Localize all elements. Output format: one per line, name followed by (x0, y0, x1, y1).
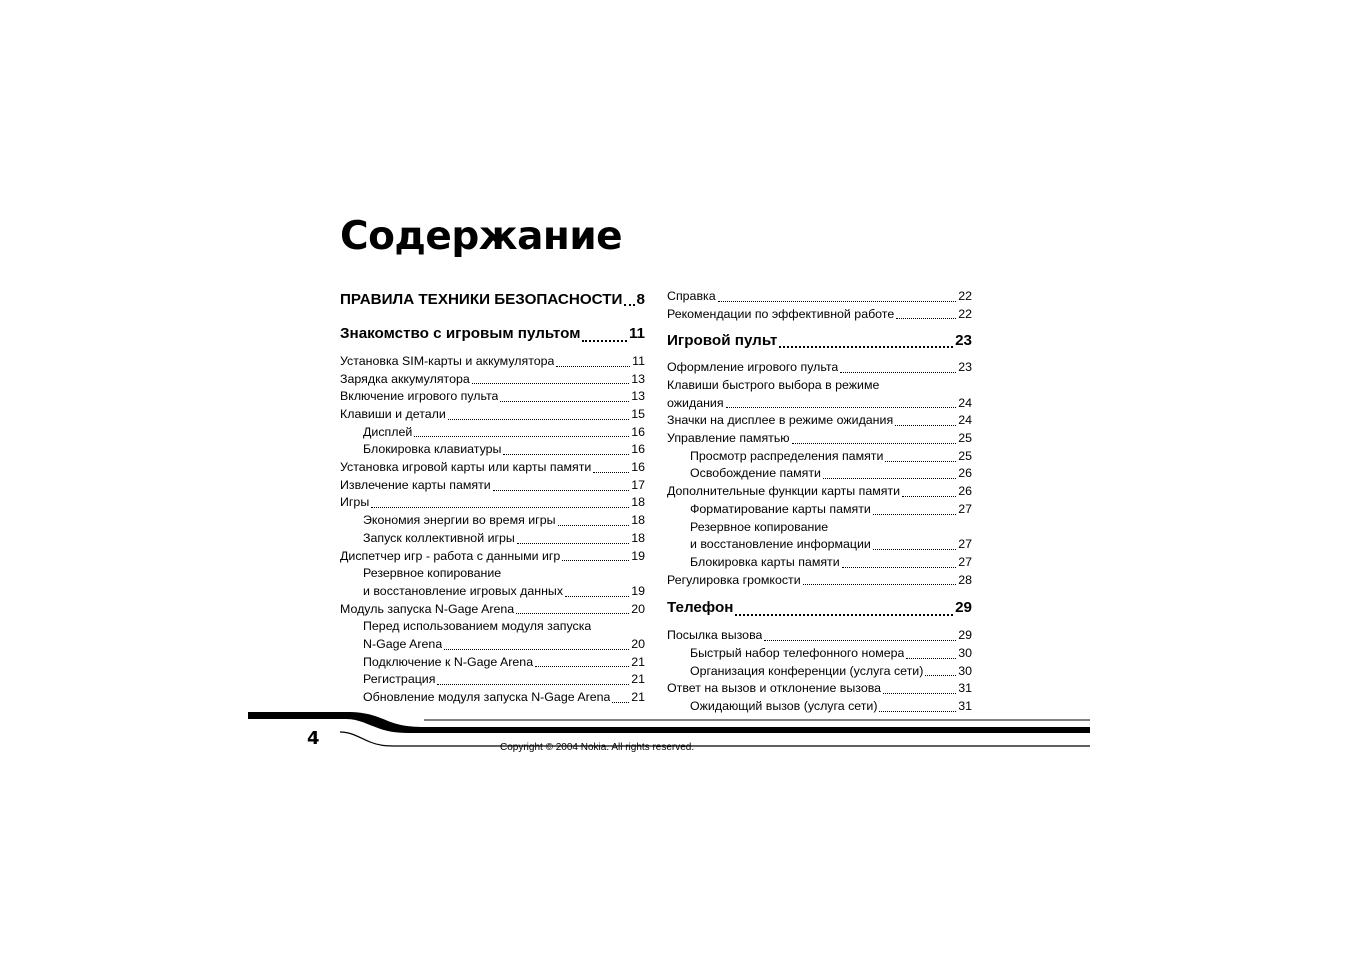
toc-section-heading[interactable] (340, 285, 645, 315)
toc-entry[interactable] (667, 536, 972, 554)
toc-leader-dots (803, 584, 957, 585)
toc-entry-label: Блокировка клавиатуры (363, 442, 502, 457)
toc-page-number: 13 (631, 389, 645, 404)
toc-page-number: 18 (631, 495, 645, 510)
toc-leader-dots (792, 443, 957, 444)
toc-entry[interactable] (340, 512, 645, 530)
toc-page-number: 25 (958, 448, 972, 463)
toc-entry-label: Подключение к N-Gage Arena (363, 654, 534, 669)
toc-entry[interactable] (340, 441, 645, 459)
toc-entry-label: Обновление модуля запуска N-Gage Arena (363, 690, 611, 705)
toc-leader-dots (842, 567, 957, 568)
toc-leader-dots (493, 490, 630, 491)
toc-entry-label: Просмотр распределения памяти (690, 448, 884, 463)
toc-entry-label: Клавиши быстрого выбора в режиме (667, 378, 880, 393)
toc-entry[interactable] (667, 430, 972, 448)
toc-entry-label: Ожидающий вызов (услуга сети) (690, 699, 878, 714)
toc-entry-label: Модуль запуска N-Gage Arena (340, 601, 515, 616)
toc-leader-dots (612, 702, 629, 703)
toc-entry[interactable] (667, 663, 972, 681)
toc-page-number: 8 (636, 291, 645, 308)
toc-leader-dots (448, 419, 629, 420)
toc-leader-dots (500, 401, 629, 402)
toc-entry[interactable] (667, 359, 972, 377)
toc-entry[interactable] (667, 645, 972, 663)
toc-entry-label: Включение игрового пульта (340, 389, 499, 404)
toc-entry[interactable] (340, 583, 645, 601)
toc-entry[interactable] (340, 406, 645, 424)
toc-page-number: 19 (631, 583, 645, 598)
toc-leader-dots (582, 340, 627, 342)
toc-section-heading[interactable] (340, 315, 645, 353)
toc-entry[interactable] (340, 671, 645, 689)
toc-entry-label: Организация конференции (услуга сети) (690, 663, 924, 678)
toc-entry-label: Телефон (667, 599, 734, 617)
toc-page-number: 17 (631, 477, 645, 492)
toc-leader-dots (562, 560, 629, 561)
toc-entry-label: Регистрация (363, 672, 436, 687)
toc-entry-label: Перед использованием модуля запуска (363, 619, 592, 634)
toc-entry-label: Освобождение памяти (690, 466, 821, 481)
toc-entry-label: Рекомендации по эффективной работе (667, 306, 895, 321)
toc-page-number: 30 (958, 663, 972, 678)
toc-entry[interactable] (340, 689, 645, 707)
toc-entry[interactable] (667, 680, 972, 698)
toc-leader-dots (593, 472, 629, 473)
toc-entry-label: Дисплей (363, 424, 413, 439)
toc-entry[interactable] (340, 654, 645, 672)
toc-entry[interactable] (667, 288, 972, 306)
toc-entry-label: Управление памятью (667, 431, 790, 446)
toc-leader-dots (885, 461, 956, 462)
toc-entry-label: Игры (340, 495, 370, 510)
toc-page-number: 20 (631, 636, 645, 651)
toc-entry-label: Зарядка аккумулятора (340, 371, 470, 386)
toc-entry-label: и восстановление информации (690, 537, 871, 552)
toc-leader-dots (840, 372, 956, 373)
toc-leader-dots (371, 507, 629, 508)
toc-leader-dots (437, 684, 629, 685)
toc-section-heading[interactable] (667, 589, 972, 627)
toc-page-number: 29 (955, 599, 972, 617)
toc-leader-dots (735, 614, 953, 616)
toc-entry-label: Дополнительные функции карты памяти (667, 484, 901, 499)
toc-entry-label: Резервное копирование (363, 566, 502, 581)
toc-page-number: 18 (631, 530, 645, 545)
toc-entry[interactable] (340, 388, 645, 406)
toc-entry-label: N-Gage Arena (363, 636, 443, 651)
toc-column-left (340, 288, 645, 707)
toc-entry-label: Оформление игрового пульта (667, 360, 839, 375)
toc-page-number: 23 (955, 332, 972, 350)
toc-entry-label: Форматирование карты памяти (690, 501, 871, 516)
toc-leader-dots (906, 658, 956, 659)
toc-entry-label: Игровой пульт (667, 332, 778, 350)
toc-entry[interactable] (340, 477, 645, 495)
toc-entry[interactable] (667, 572, 972, 590)
toc-entry-label: Запуск коллективной игры (363, 530, 515, 545)
toc-entry[interactable] (667, 412, 972, 430)
toc-leader-dots (896, 318, 956, 319)
toc-page-number: 26 (958, 466, 972, 481)
toc-entry-label: и восстановление игровых данных (363, 583, 564, 598)
toc-leader-dots (472, 383, 629, 384)
toc-page-number: 16 (631, 424, 645, 439)
toc-page-number: 27 (958, 554, 972, 569)
toc-leader-dots (718, 301, 957, 302)
toc-page-number: 22 (958, 288, 972, 303)
toc-entry-label: Экономия энергии во время игры (363, 513, 556, 528)
toc-page-number: 20 (631, 601, 645, 616)
toc-entry[interactable] (340, 618, 645, 636)
toc-page-number: 22 (958, 306, 972, 321)
toc-entry-label: Справка (667, 288, 716, 303)
toc-page-number: 23 (958, 360, 972, 375)
toc-entry[interactable] (667, 448, 972, 466)
toc-leader-dots (779, 346, 953, 348)
toc-page-number: 31 (958, 681, 972, 696)
toc-entry-label: Установка SIM-карты и аккумулятора (340, 353, 555, 368)
toc-entry[interactable] (667, 483, 972, 501)
page-number: 4 (307, 728, 320, 749)
toc-page-number: 21 (631, 672, 645, 687)
toc-page-number: 11 (628, 325, 645, 342)
toc-entry-label: Блокировка карты памяти (690, 554, 840, 569)
toc-page-number: 24 (958, 413, 972, 428)
toc-entry[interactable] (667, 395, 972, 413)
toc-page-number: 11 (632, 353, 645, 368)
toc-section-heading[interactable] (667, 323, 972, 359)
toc-page-number: 27 (958, 537, 972, 552)
toc-page-number: 21 (631, 690, 645, 705)
page-title: Содержание (340, 214, 623, 259)
toc-page-number: 25 (958, 431, 972, 446)
toc-leader-dots (925, 675, 956, 676)
toc-leader-dots (873, 549, 956, 550)
toc-entry[interactable] (340, 636, 645, 654)
toc-page-number: 26 (958, 484, 972, 499)
toc-page-number: 28 (958, 572, 972, 587)
toc-entry[interactable] (340, 459, 645, 477)
toc-leader-dots (556, 366, 630, 367)
toc-leader-dots (902, 496, 956, 497)
toc-leader-dots (516, 613, 629, 614)
toc-entry[interactable] (667, 466, 972, 484)
toc-page-number: 30 (958, 645, 972, 660)
toc-entry[interactable] (667, 627, 972, 645)
toc-leader-dots (726, 407, 957, 408)
toc-page-number: 19 (631, 548, 645, 563)
toc-page-number: 13 (631, 371, 645, 386)
toc-entry-label: Диспетчер игр - работа с данными игр (340, 548, 561, 563)
toc-entry[interactable] (340, 371, 645, 389)
toc-entry[interactable] (340, 565, 645, 583)
toc-leader-dots (873, 514, 956, 515)
copyright-notice: Copyright © 2004 Nokia. All rights reserved. (500, 742, 695, 753)
toc-leader-dots (764, 640, 956, 641)
toc-entry-label: Установка игровой карты или карты памяти (340, 460, 592, 475)
toc-leader-dots (414, 436, 629, 437)
toc-page-number: 21 (631, 654, 645, 669)
toc-leader-dots (895, 425, 956, 426)
toc-entry-label: ожидания (667, 395, 724, 410)
toc-page-number: 27 (958, 501, 972, 516)
toc-entry-label: Извлечение карты памяти (340, 477, 491, 492)
toc-leader-dots (444, 649, 629, 650)
toc-entry[interactable] (667, 377, 972, 395)
toc-page-number: 31 (958, 699, 972, 714)
toc-entry[interactable] (340, 424, 645, 442)
toc-entry[interactable] (340, 548, 645, 566)
toc-entry[interactable] (667, 519, 972, 537)
toc-leader-dots (535, 666, 629, 667)
toc-entry[interactable] (340, 353, 645, 371)
toc-leader-dots (558, 525, 630, 526)
toc-column-right (667, 288, 972, 716)
toc-leader-dots (503, 454, 629, 455)
toc-entry[interactable] (340, 601, 645, 619)
toc-entry[interactable] (667, 554, 972, 572)
toc-page-number: 16 (631, 442, 645, 457)
toc-entry[interactable] (340, 530, 645, 548)
toc-entry-label: Посылка вызова (667, 628, 763, 643)
toc-entry[interactable] (667, 306, 972, 324)
toc-leader-dots (517, 543, 629, 544)
toc-entry-label: Ответ на вызов и отклонение вызова (667, 681, 882, 696)
toc-page-number: 15 (631, 407, 645, 422)
toc-entry-label: Клавиши и детали (340, 407, 446, 422)
toc-leader-dots (883, 693, 956, 694)
toc-page-number: 16 (631, 460, 645, 475)
toc-page-number: 29 (958, 628, 972, 643)
toc-entry[interactable] (340, 495, 645, 513)
toc-entry-label: Быстрый набор телефонного номера (690, 645, 905, 660)
toc-leader-dots (624, 304, 634, 306)
toc-leader-dots (565, 596, 629, 597)
toc-leader-dots (823, 478, 956, 479)
toc-page-number: 18 (631, 513, 645, 528)
toc-entry-label: Регулировка громкости (667, 572, 801, 587)
toc-entry-label: Резервное копирование (690, 519, 829, 534)
toc-entry-label: Знакомство с игровым пультом (340, 325, 581, 342)
toc-page-number: 24 (958, 395, 972, 410)
toc-entry-label: ПРАВИЛА ТЕХНИКИ БЕЗОПАСНОСТИ (340, 291, 623, 308)
toc-entry-label: Значки на дисплее в режиме ожидания (667, 413, 894, 428)
toc-entry[interactable] (667, 501, 972, 519)
